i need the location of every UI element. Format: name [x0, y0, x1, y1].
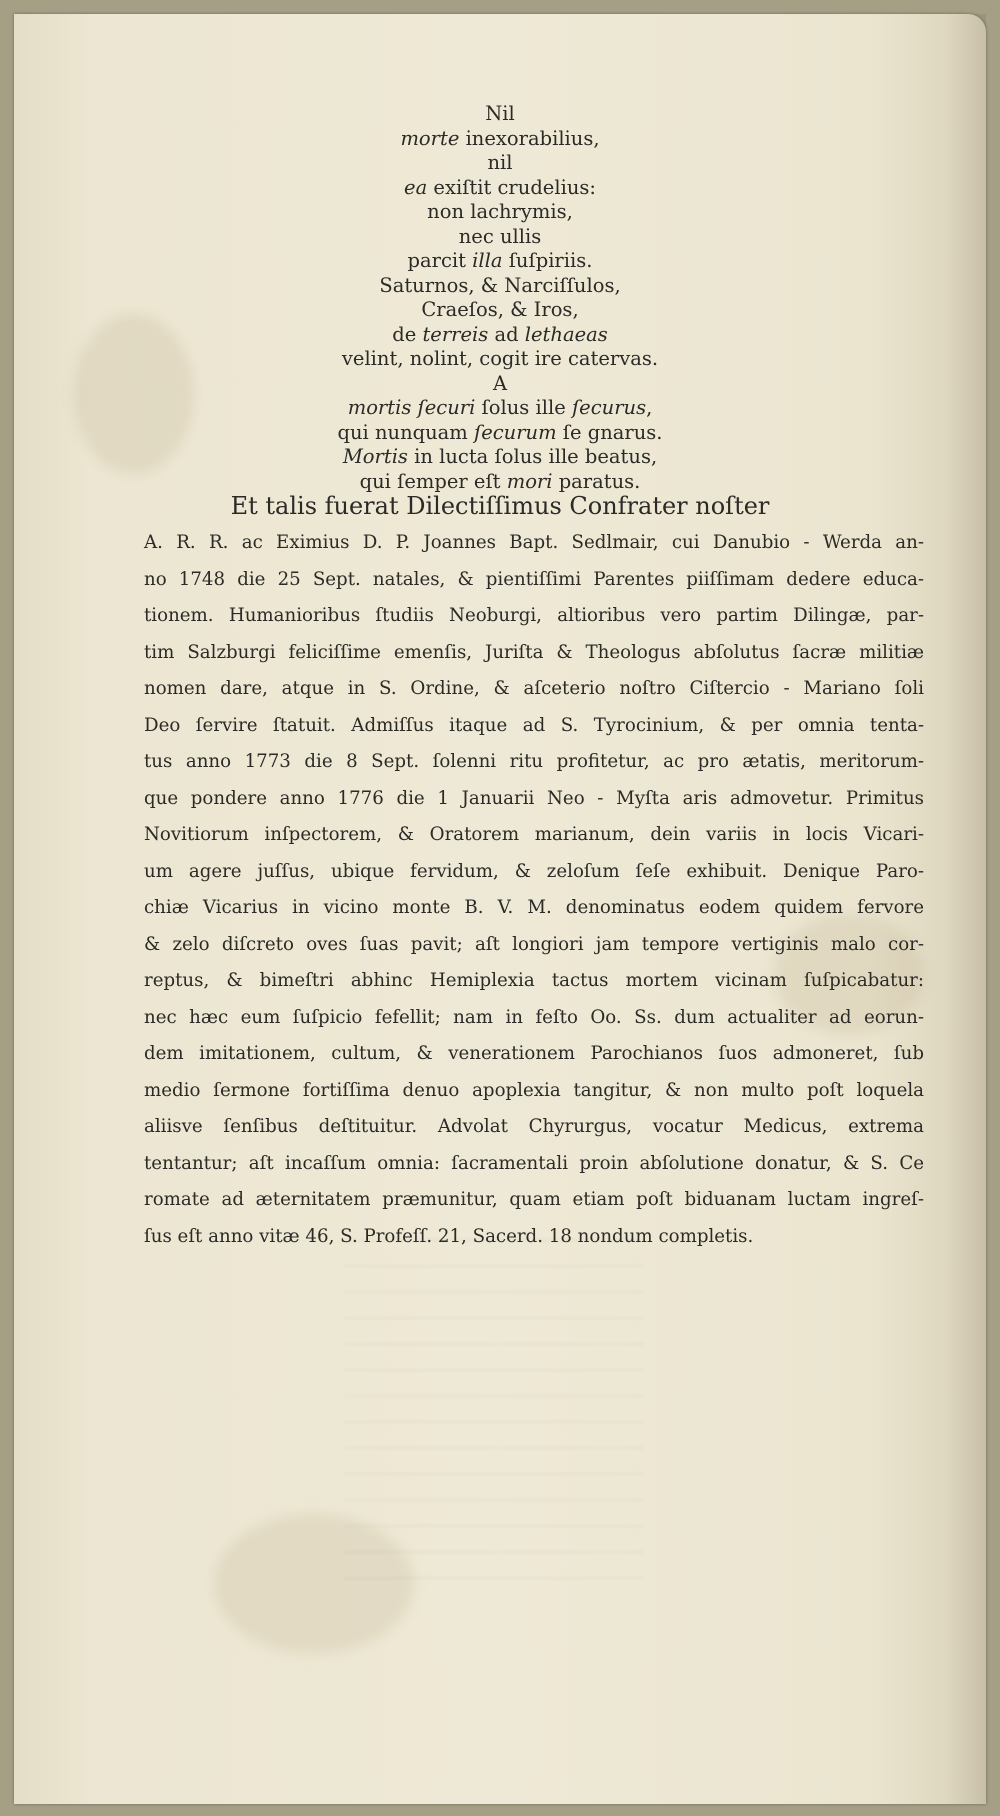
verse-text: ſuſpiriis. — [502, 249, 593, 272]
verse-text: velint, nolint, cogit ire catervas. — [341, 347, 659, 370]
verse-text: paratus. — [552, 469, 641, 493]
body-line: tus anno 1773 die 8 Sept. ſolenni ritu profitetur, ac pro ætatis, meritorum- — [144, 751, 924, 772]
body-paragraph — [144, 525, 924, 1255]
body-line: dem imitationem, cultum, & venerationem Parochianos ſuos admoneret, ſub — [144, 1043, 924, 1064]
verse-italic-text: morte — [400, 126, 460, 150]
body-line: no 1748 die 25 Sept. natales, & pientiſſimi Parentes piiſſimam dedere educa- — [144, 568, 924, 590]
body-line: Deo ſervire ſtatuit. Admiſſus itaque ad S. Tyrocinium, & per omnia tenta- — [144, 714, 924, 736]
body-line: tionem. Humanioribus ſtudiis Neoburgi, altioribus vero partim Dilingæ, par- — [144, 605, 924, 626]
verse-text: de — [392, 322, 423, 346]
verse-line — [0, 249, 1000, 274]
verse-italic-text: ſecurus — [571, 396, 647, 419]
verse-line — [0, 200, 1000, 225]
body-line: Novitiorum inſpectorem, & Oratorem marianum, dein variis in locis Vicari- — [144, 824, 924, 845]
body-line: chiæ Vicarius in vicino monte B. V. M. denominatus eodem quidem fervore — [144, 897, 924, 918]
verse-text: Nil — [485, 102, 515, 125]
verse-italic-text: terreis — [422, 322, 489, 346]
verse-line — [0, 225, 1000, 250]
verse-text: ad — [488, 322, 525, 346]
verse-line — [0, 298, 1000, 323]
verse-line — [0, 372, 1000, 397]
verse-text: nil — [487, 151, 513, 174]
verse-italic-text: ſecurum — [473, 420, 557, 444]
verse-text: Craeſos, & Iros, — [421, 298, 579, 321]
verse-line — [0, 396, 1000, 421]
verse-block — [0, 102, 1000, 494]
bleed-through-text — [344, 1239, 644, 1599]
verse-line — [0, 421, 1000, 446]
verse-italic-text: mortis ſecuri — [347, 396, 476, 419]
verse-line — [0, 176, 1000, 201]
verse-text: Saturnos, & Narciſſulos, — [379, 273, 621, 297]
verse-text: non lachrymis, — [427, 200, 573, 223]
body-line: aliisve ſenſibus deſtituitur. Advolat Chyrurgus, vocatur Medicus, extrema — [144, 1116, 924, 1137]
verse-italic-text: lethaeas — [524, 322, 608, 346]
verse-line — [0, 347, 1000, 372]
verse-text: in lucta ſolus ille beatus, — [407, 445, 658, 468]
section-heading: Et talis fuerat Dilectiſſimus Confrater noſter — [230, 492, 770, 520]
verse-line — [0, 102, 1000, 127]
verse-line — [0, 151, 1000, 176]
verse-italic-text: illa — [472, 249, 503, 272]
body-line: ſus eſt anno vitæ 46, S. Profeſſ. 21, Sacerd. 18 nondum completis. — [144, 1225, 754, 1247]
body-line: medio ſermone fortiſſima denuo apoplexia tangitur, & non multo poſt loquela — [144, 1079, 924, 1101]
verse-text: nec ullis — [458, 224, 542, 248]
verse-text: , — [646, 396, 653, 419]
verse-italic-text: mori — [506, 469, 553, 493]
body-line: & zelo diſcreto oves ſuas pavit; aſt longiori jam tempore vertiginis malo cor- — [144, 933, 924, 955]
verse-text: A — [492, 371, 508, 395]
body-line: reptus, & bimeſtri abhinc Hemiplexia tactus mortem vicinam ſuſpicabatur: — [144, 970, 924, 991]
verse-text: parcit — [407, 249, 473, 272]
verse-line — [0, 127, 1000, 152]
body-line: A. R. R. ac Eximius D. P. Joannes Bapt. Sedlmair, cui Danubio - Werda an- — [144, 532, 924, 553]
verse-text: ſolus ille — [475, 396, 572, 419]
body-line: tim Salzburgi feliciſſime emenſis, Juriſta & Theologus abſolutus ſacræ militiæ — [144, 641, 924, 663]
verse-italic-text: Mortis — [342, 445, 408, 468]
body-line: nomen dare, atque in S. Ordine, & aſceterio noſtro Ciſtercio - Mariano ſoli — [144, 678, 924, 699]
body-line: que pondere anno 1776 die 1 Januarii Neo - Myſta aris admovetur. Primitus — [144, 787, 924, 809]
verse-italic-text: ea — [404, 175, 428, 199]
body-line: um agere juſſus, ubique fervidum, & zeloſum ſeſe exhibuit. Denique Paro- — [144, 860, 924, 882]
body-line: nec hæc eum ſuſpicio fefellit; nam in feſto Oo. Ss. dum actualiter ad eorun- — [144, 1006, 924, 1028]
body-line: tentantur; aſt incaſſum omnia: ſacramentali proin abſolutione donatur, & S. Ce — [144, 1152, 924, 1174]
verse-text: ſe gnarus. — [556, 420, 663, 444]
verse-text: qui ſemper eſt — [359, 469, 507, 493]
verse-text: qui nunquam — [337, 420, 474, 444]
verse-line — [0, 445, 1000, 470]
verse-text: exiſtit crudelius: — [427, 175, 596, 199]
verse-line — [0, 274, 1000, 299]
body-line: romate ad æternitatem præmunitur, quam etiam poſt biduanam luctam ingreſ- — [144, 1189, 924, 1210]
verse-line — [0, 323, 1000, 348]
verse-text: inexorabilius, — [459, 126, 600, 150]
